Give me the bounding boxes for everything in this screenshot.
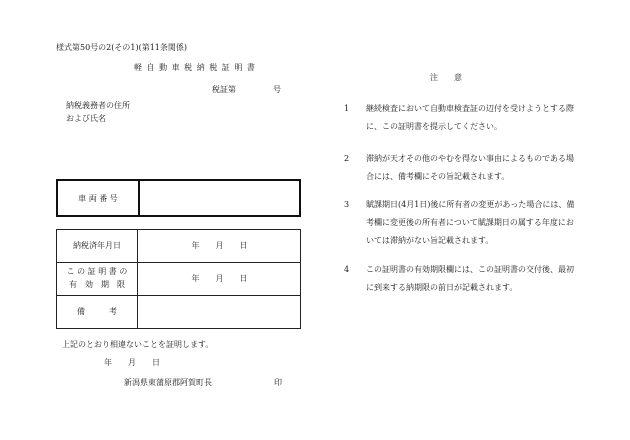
note-text: この証明書の有効期限欄には、この証明書の交付後、最初に到来する納期限の前日が記載されます。 xyxy=(366,265,574,292)
note-text: 賦課期日(4月1日)後に所有者の変更があった場合には、備考欄に変更後の所有者について賦課期日の属する年度においては滞納がない旨記載されます。 xyxy=(366,200,575,245)
certify-statement: 上記のとおり相違ないことを証明します。 xyxy=(62,340,214,349)
remarks-label: 備 考 xyxy=(77,307,117,316)
paid-date-label: 納税済年月日 xyxy=(73,241,121,250)
note-item-3 xyxy=(344,196,580,250)
issuer-name: 新潟県東蒲原郡阿賀町長 xyxy=(124,378,212,387)
cert-number-prefix: 税証第 xyxy=(212,85,236,94)
notes-heading: 注 意 xyxy=(430,73,462,82)
note-item-4 xyxy=(344,261,580,297)
payment-table-row-line-1 xyxy=(57,262,300,263)
taxpayer-label-line2: および氏名 xyxy=(66,114,106,123)
note-number: 3 xyxy=(344,200,350,209)
note-number: 2 xyxy=(344,154,350,163)
validity-value[interactable]: 年 月 日 xyxy=(191,274,248,283)
note-item-2 xyxy=(344,150,580,186)
seal-mark: 印 xyxy=(274,378,282,387)
payment-info-table xyxy=(56,229,301,329)
note-item-1 xyxy=(344,100,580,136)
taxpayer-label-line1: 納税義務者の住所 xyxy=(66,101,130,110)
issue-date-line: 年 月 日 xyxy=(104,358,160,367)
vehicle-number-table xyxy=(56,179,301,217)
note-text: 継続検査において自動車検査証の辺付を受けようとする際に、この証明書を提示してください。 xyxy=(366,104,574,131)
remarks-field[interactable] xyxy=(138,296,300,328)
note-number: 4 xyxy=(344,265,350,274)
note-text: 滞納が天才その他のやむを得ない事由によるものである場合には、備考欄にその旨記載されます。 xyxy=(366,154,574,181)
cert-number-suffix: 号 xyxy=(273,85,281,94)
note-number: 1 xyxy=(344,104,350,113)
vehicle-number-field[interactable] xyxy=(140,181,299,215)
vehicle-number-label: 車 両 番 号 xyxy=(78,194,118,203)
validity-label-line2: 有 効 期 限 xyxy=(69,280,125,289)
form-id: 様式第50号の2(その1)(第11条関係) xyxy=(56,43,188,52)
page-title: 軽 自 動 車 税 納 税 証 明 書 xyxy=(134,63,256,72)
validity-label-line1: こ の 証 明 書 の xyxy=(66,267,128,276)
paid-date-value[interactable]: 年 月 日 xyxy=(191,241,248,250)
